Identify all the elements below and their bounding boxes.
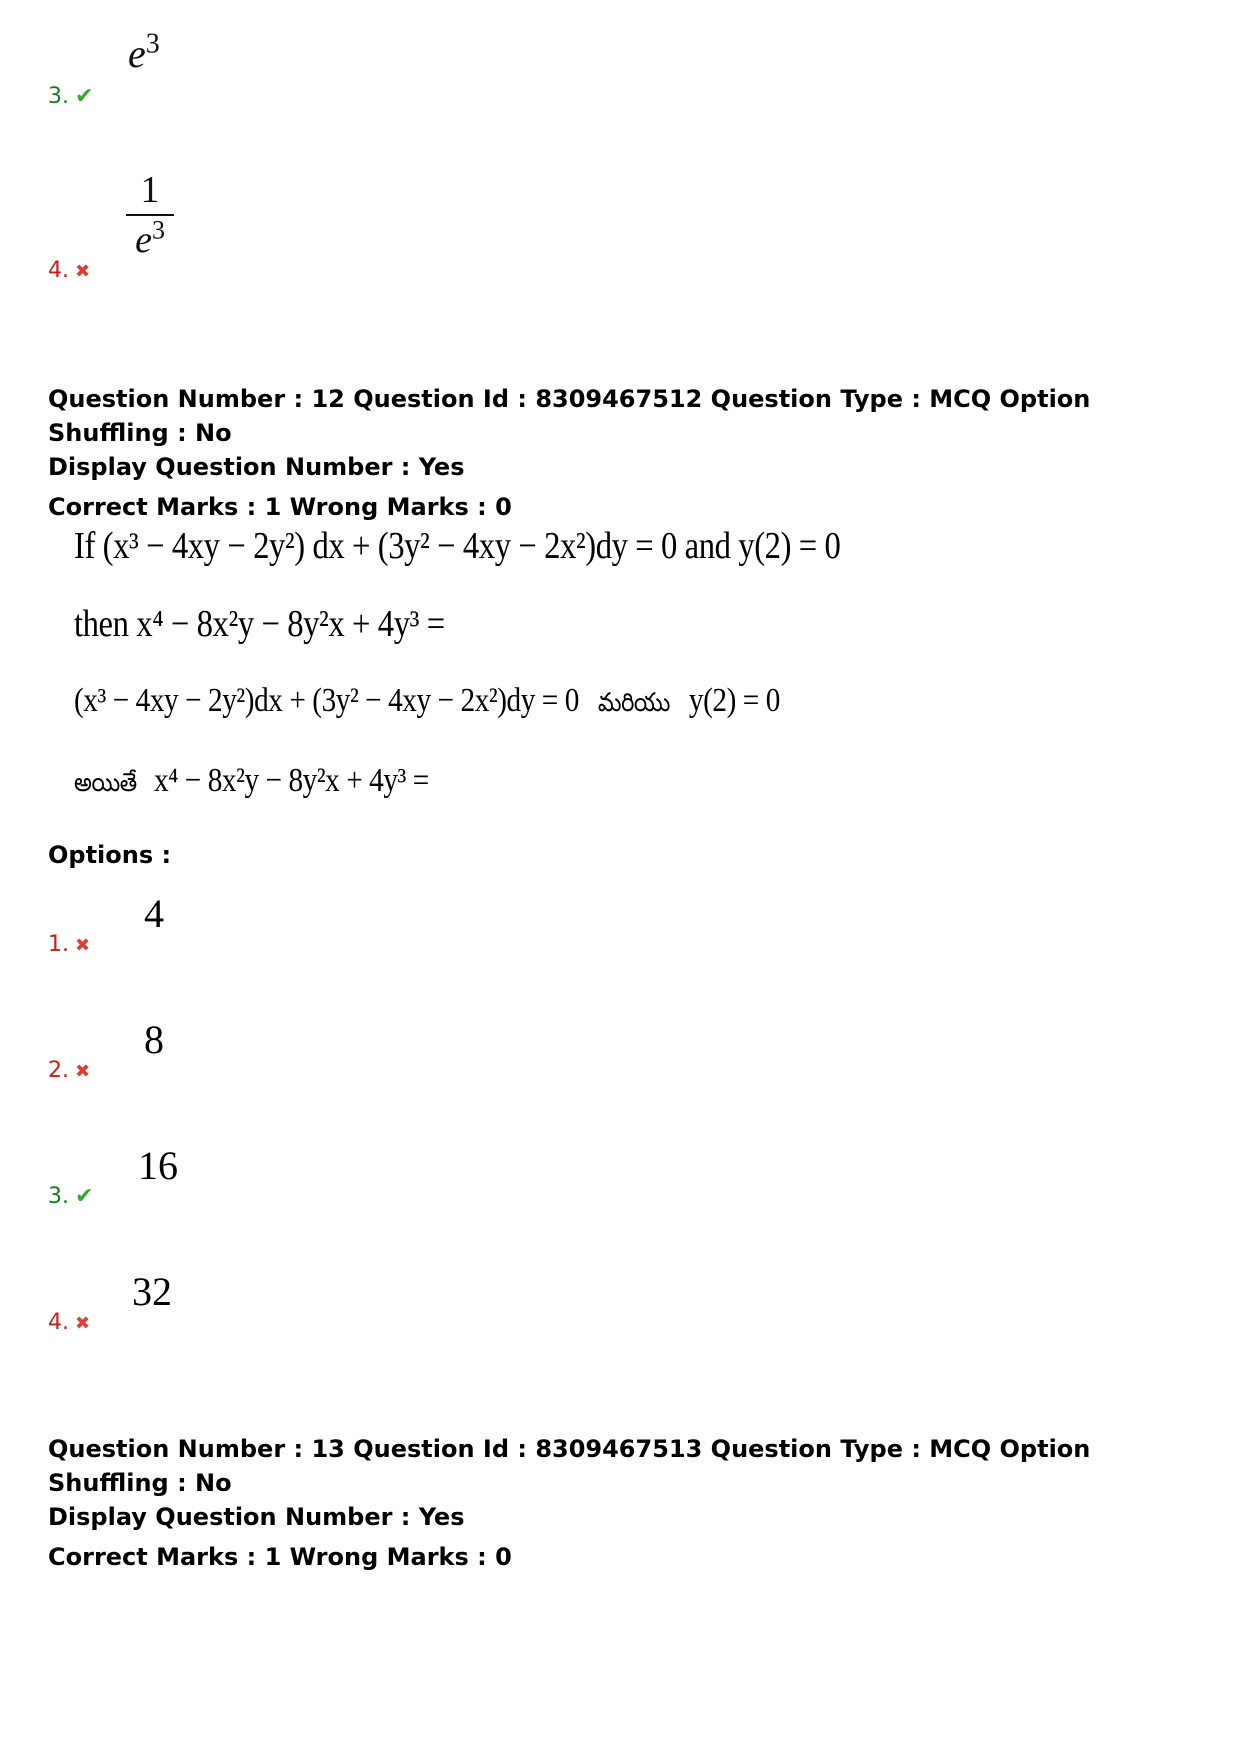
q12-meta-line2: Display Question Number : Yes xyxy=(48,453,465,481)
q13-meta-line1: Question Number : 13 Question Id : 8309467513 Question Type : MCQ Option Shuffling : No xyxy=(48,1435,1091,1497)
option-value-fraction: 1 $e^3$ xyxy=(126,170,174,260)
cross-icon: ✖ xyxy=(75,935,91,956)
q12-stem-telugu-1 xyxy=(74,682,780,724)
q13-meta xyxy=(48,1432,1208,1574)
q12-telugu-condition: y(2) = 0 xyxy=(688,682,780,719)
prev-option-3 xyxy=(48,30,348,120)
option-number: 3. xyxy=(48,1184,69,1209)
q12-option-4 xyxy=(48,1268,348,1368)
option-number: 4. xyxy=(48,258,69,283)
q12-option-2 xyxy=(48,1016,348,1116)
q12-telugu-expression: x⁴ − 8x²y − 8y²x + 4y³ = xyxy=(153,762,429,799)
q12-meta-line1: Question Number : 12 Question Id : 8309467512 Question Type : MCQ Option Shuffling : No xyxy=(48,385,1091,447)
q12-stem-telugu-2 xyxy=(74,762,429,804)
q13-meta-line3: Correct Marks : 1 Wrong Marks : 0 xyxy=(48,1543,512,1571)
prev-option-4 xyxy=(48,170,348,290)
option-number: 3. xyxy=(48,84,69,109)
q12-stem-english-1: If (x³ − 4xy − 2y²) dx + (3y² − 4xy − 2x²)dy = 0 and y(2) = 0 xyxy=(74,525,841,567)
option-value: $e^3$ xyxy=(128,28,160,76)
q12-telugu-and: మరియు xyxy=(597,688,670,718)
cross-icon: ✖ xyxy=(75,261,91,282)
q12-telugu-equation: (x³ − 4xy − 2y²)dx + (3y² − 4xy − 2x²)dy = 0 xyxy=(74,682,579,719)
q12-stem-english-2: then x⁴ − 8x²y − 8y²x + 4y³ = xyxy=(74,603,445,645)
q12-option-3 xyxy=(48,1142,348,1242)
q12-option-1 xyxy=(48,890,348,990)
option-value: 8 xyxy=(144,1017,164,1062)
check-icon: ✔ xyxy=(75,84,94,109)
option-number: 2. xyxy=(48,1058,69,1083)
options-label: Options : xyxy=(48,841,172,869)
cross-icon: ✖ xyxy=(75,1061,91,1082)
option-number: 4. xyxy=(48,1310,69,1335)
q12-meta xyxy=(48,382,1208,524)
q13-meta-line2: Display Question Number : Yes xyxy=(48,1503,465,1531)
option-value: 16 xyxy=(138,1143,178,1188)
option-value: 4 xyxy=(144,891,164,936)
q12-meta-line3: Correct Marks : 1 Wrong Marks : 0 xyxy=(48,493,512,521)
option-value: 32 xyxy=(132,1269,172,1314)
cross-icon: ✖ xyxy=(75,1313,91,1334)
check-icon: ✔ xyxy=(75,1184,94,1209)
option-number: 1. xyxy=(48,932,69,957)
q12-telugu-then: అయితే xyxy=(74,768,137,798)
